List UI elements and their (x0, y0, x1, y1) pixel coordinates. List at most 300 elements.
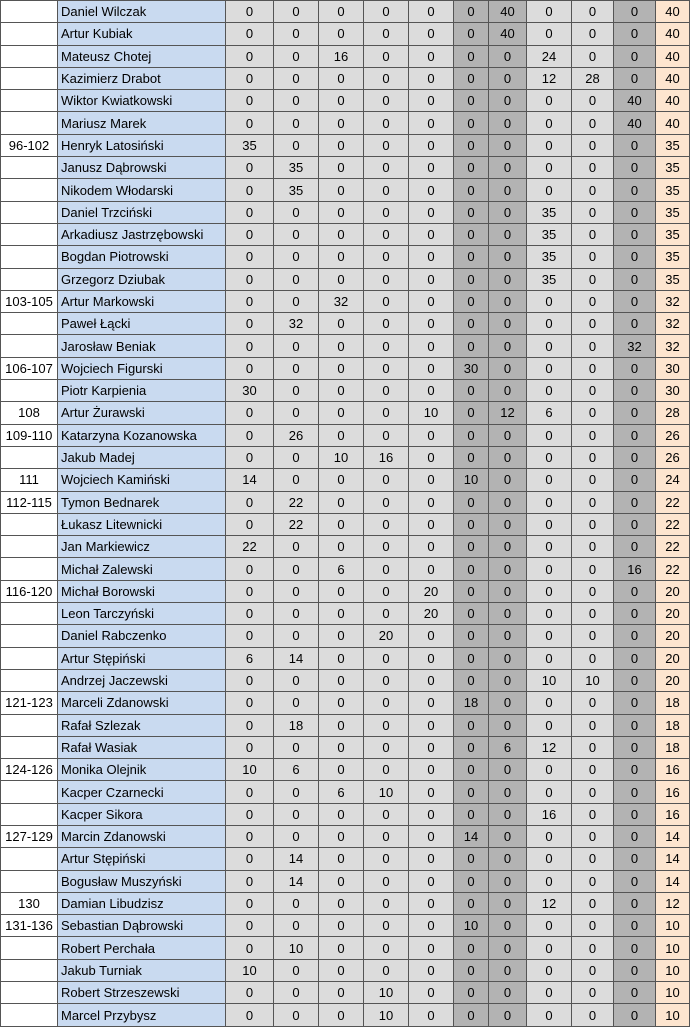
score-cell: 0 (319, 1004, 364, 1026)
score-cell: 0 (409, 357, 454, 379)
score-cell: 0 (409, 982, 454, 1004)
score-cell: 0 (489, 67, 527, 89)
score-cell: 0 (614, 625, 656, 647)
score-cell: 35 (274, 157, 319, 179)
score-cell: 0 (319, 870, 364, 892)
score-cell: 35 (527, 223, 572, 245)
place-cell (1, 67, 58, 89)
total-cell: 30 (656, 380, 690, 402)
score-cell: 0 (454, 736, 489, 758)
score-cell: 0 (572, 959, 614, 981)
score-cell: 0 (226, 313, 274, 335)
score-cell: 0 (274, 446, 319, 468)
score-cell: 0 (454, 313, 489, 335)
score-cell: 0 (364, 134, 409, 156)
score-cell: 0 (489, 90, 527, 112)
score-cell: 0 (226, 803, 274, 825)
table-row (1, 201, 690, 223)
score-cell: 0 (409, 1004, 454, 1026)
score-cell: 18 (274, 714, 319, 736)
table-row (1, 513, 690, 535)
score-cell: 0 (364, 669, 409, 691)
score-cell: 0 (274, 603, 319, 625)
score-cell: 0 (489, 201, 527, 223)
score-cell: 0 (364, 491, 409, 513)
score-cell: 0 (319, 112, 364, 134)
table-row (1, 112, 690, 134)
score-cell: 0 (319, 714, 364, 736)
score-cell: 0 (226, 513, 274, 535)
table-row (1, 134, 690, 156)
score-cell: 14 (226, 469, 274, 491)
score-cell: 0 (572, 90, 614, 112)
table-row (1, 937, 690, 959)
score-cell: 0 (614, 1004, 656, 1026)
place-cell (1, 157, 58, 179)
score-cell: 10 (364, 1004, 409, 1026)
table-row (1, 692, 690, 714)
score-cell: 0 (274, 1004, 319, 1026)
score-cell: 32 (319, 290, 364, 312)
score-cell: 0 (614, 67, 656, 89)
total-cell: 40 (656, 45, 690, 67)
table-row (1, 803, 690, 825)
score-cell: 0 (274, 692, 319, 714)
score-cell: 0 (319, 67, 364, 89)
player-name-cell: Michał Borowski (58, 580, 226, 602)
score-cell: 0 (364, 157, 409, 179)
total-cell: 35 (656, 157, 690, 179)
score-cell: 0 (572, 446, 614, 468)
score-cell: 0 (409, 446, 454, 468)
score-cell: 20 (409, 603, 454, 625)
score-cell: 0 (274, 134, 319, 156)
score-cell: 0 (364, 580, 409, 602)
score-cell: 0 (226, 848, 274, 870)
score-cell: 0 (226, 268, 274, 290)
score-cell: 35 (527, 246, 572, 268)
score-cell: 0 (364, 45, 409, 67)
score-cell: 10 (454, 469, 489, 491)
score-cell: 0 (572, 1004, 614, 1026)
score-cell: 0 (527, 179, 572, 201)
score-cell: 0 (364, 246, 409, 268)
place-cell (1, 959, 58, 981)
score-cell: 0 (489, 625, 527, 647)
score-cell: 0 (454, 268, 489, 290)
score-cell: 0 (489, 112, 527, 134)
score-cell: 0 (364, 290, 409, 312)
score-cell: 0 (226, 246, 274, 268)
player-name-cell: Piotr Karpienia (58, 380, 226, 402)
score-cell: 0 (454, 982, 489, 1004)
player-name-cell: Jakub Madej (58, 446, 226, 468)
total-cell: 32 (656, 335, 690, 357)
total-cell: 28 (656, 402, 690, 424)
score-cell: 0 (527, 759, 572, 781)
score-cell: 0 (527, 23, 572, 45)
total-cell: 35 (656, 223, 690, 245)
score-cell: 0 (319, 1, 364, 23)
score-cell: 0 (614, 781, 656, 803)
place-cell (1, 246, 58, 268)
score-cell: 0 (274, 892, 319, 914)
score-cell: 0 (319, 892, 364, 914)
table-row (1, 536, 690, 558)
score-cell: 0 (409, 469, 454, 491)
total-cell: 20 (656, 647, 690, 669)
place-cell (1, 179, 58, 201)
score-cell: 0 (319, 848, 364, 870)
score-cell: 0 (489, 536, 527, 558)
place-cell (1, 558, 58, 580)
score-cell: 0 (319, 90, 364, 112)
score-cell: 0 (614, 647, 656, 669)
player-name-cell: Marcel Przybysz (58, 1004, 226, 1026)
score-cell: 16 (614, 558, 656, 580)
score-cell: 0 (319, 268, 364, 290)
score-cell: 6 (527, 402, 572, 424)
place-cell (1, 45, 58, 67)
score-cell: 0 (614, 580, 656, 602)
total-cell: 35 (656, 201, 690, 223)
score-cell: 0 (226, 179, 274, 201)
score-cell: 0 (527, 90, 572, 112)
table-row (1, 558, 690, 580)
score-cell: 12 (489, 402, 527, 424)
score-cell: 0 (489, 558, 527, 580)
score-cell: 0 (409, 90, 454, 112)
score-cell: 0 (572, 558, 614, 580)
score-cell: 0 (454, 134, 489, 156)
score-cell: 0 (364, 513, 409, 535)
score-cell: 0 (226, 45, 274, 67)
table-row (1, 647, 690, 669)
score-cell: 0 (226, 825, 274, 847)
score-cell: 0 (319, 603, 364, 625)
player-name-cell: Marceli Zdanowski (58, 692, 226, 714)
score-cell: 10 (454, 915, 489, 937)
score-cell: 0 (274, 90, 319, 112)
score-cell: 0 (319, 402, 364, 424)
total-cell: 24 (656, 469, 690, 491)
score-cell: 0 (572, 402, 614, 424)
score-cell: 10 (527, 669, 572, 691)
score-cell: 0 (489, 870, 527, 892)
score-cell: 0 (489, 424, 527, 446)
score-cell: 0 (572, 603, 614, 625)
score-cell: 0 (572, 223, 614, 245)
total-cell: 30 (656, 357, 690, 379)
table-row (1, 23, 690, 45)
score-cell: 0 (319, 937, 364, 959)
score-cell: 0 (274, 23, 319, 45)
player-name-cell: Kazimierz Drabot (58, 67, 226, 89)
ranking-rows (1, 1, 690, 1027)
place-cell: 124-126 (1, 759, 58, 781)
score-cell: 0 (319, 201, 364, 223)
score-cell: 0 (319, 647, 364, 669)
score-cell: 24 (527, 45, 572, 67)
score-cell: 35 (274, 179, 319, 201)
score-cell: 0 (409, 669, 454, 691)
total-cell: 22 (656, 491, 690, 513)
score-cell: 0 (614, 1, 656, 23)
score-cell: 0 (409, 959, 454, 981)
score-cell: 0 (489, 603, 527, 625)
score-cell: 0 (226, 201, 274, 223)
score-cell: 0 (319, 246, 364, 268)
score-cell: 0 (614, 714, 656, 736)
place-cell (1, 90, 58, 112)
score-cell: 0 (454, 781, 489, 803)
total-cell: 40 (656, 112, 690, 134)
score-cell: 0 (454, 603, 489, 625)
score-cell: 0 (319, 23, 364, 45)
score-cell: 0 (319, 179, 364, 201)
score-cell: 0 (454, 402, 489, 424)
total-cell: 14 (656, 848, 690, 870)
score-cell: 0 (409, 803, 454, 825)
score-cell: 30 (226, 380, 274, 402)
place-cell: 131-136 (1, 915, 58, 937)
score-cell: 0 (319, 313, 364, 335)
score-cell: 22 (274, 491, 319, 513)
score-cell: 0 (489, 290, 527, 312)
score-cell: 0 (489, 268, 527, 290)
score-cell: 10 (572, 669, 614, 691)
total-cell: 10 (656, 915, 690, 937)
score-cell: 0 (274, 580, 319, 602)
score-cell: 0 (409, 67, 454, 89)
score-cell: 0 (274, 536, 319, 558)
total-cell: 10 (656, 982, 690, 1004)
score-cell: 0 (572, 692, 614, 714)
score-cell: 0 (614, 179, 656, 201)
player-name-cell: Wojciech Kamiński (58, 469, 226, 491)
score-cell: 0 (527, 1004, 572, 1026)
score-cell: 0 (364, 223, 409, 245)
score-cell: 0 (454, 714, 489, 736)
total-cell: 40 (656, 1, 690, 23)
score-cell: 0 (489, 669, 527, 691)
score-cell: 0 (409, 536, 454, 558)
score-cell: 0 (614, 157, 656, 179)
score-cell: 0 (614, 446, 656, 468)
score-cell: 0 (527, 335, 572, 357)
score-cell: 0 (226, 603, 274, 625)
score-cell: 0 (527, 157, 572, 179)
score-cell: 0 (489, 937, 527, 959)
table-row (1, 781, 690, 803)
place-cell (1, 982, 58, 1004)
table-row (1, 357, 690, 379)
score-cell: 35 (527, 201, 572, 223)
score-cell: 10 (409, 402, 454, 424)
score-cell: 0 (454, 803, 489, 825)
score-cell: 0 (409, 513, 454, 535)
score-cell: 0 (409, 201, 454, 223)
total-cell: 26 (656, 424, 690, 446)
score-cell: 0 (409, 870, 454, 892)
score-cell: 0 (614, 23, 656, 45)
score-cell: 0 (454, 669, 489, 691)
place-cell (1, 1004, 58, 1026)
score-cell: 0 (319, 669, 364, 691)
total-cell: 10 (656, 959, 690, 981)
score-cell: 0 (572, 380, 614, 402)
score-cell: 0 (572, 892, 614, 914)
score-cell: 0 (319, 380, 364, 402)
score-cell: 0 (319, 134, 364, 156)
score-cell: 0 (489, 759, 527, 781)
player-name-cell: Jakub Turniak (58, 959, 226, 981)
score-cell: 28 (572, 67, 614, 89)
score-cell: 0 (409, 223, 454, 245)
score-cell: 0 (226, 982, 274, 1004)
score-cell: 0 (409, 179, 454, 201)
score-cell: 0 (364, 313, 409, 335)
place-cell (1, 848, 58, 870)
score-cell: 0 (274, 290, 319, 312)
score-cell: 0 (454, 112, 489, 134)
score-cell: 0 (454, 446, 489, 468)
score-cell: 0 (527, 647, 572, 669)
score-cell: 0 (454, 1, 489, 23)
score-cell: 0 (572, 915, 614, 937)
table-row (1, 157, 690, 179)
score-cell: 0 (572, 536, 614, 558)
place-cell (1, 268, 58, 290)
score-cell: 0 (409, 290, 454, 312)
score-cell: 0 (409, 558, 454, 580)
place-cell (1, 603, 58, 625)
score-cell: 0 (364, 759, 409, 781)
table-row (1, 870, 690, 892)
score-cell: 0 (614, 380, 656, 402)
score-cell: 0 (614, 268, 656, 290)
score-cell: 0 (319, 982, 364, 1004)
score-cell: 0 (572, 759, 614, 781)
score-cell: 0 (319, 825, 364, 847)
place-cell: 116-120 (1, 580, 58, 602)
player-name-cell: Robert Strzeszewski (58, 982, 226, 1004)
score-cell: 0 (614, 469, 656, 491)
score-cell: 10 (364, 982, 409, 1004)
score-cell: 0 (614, 870, 656, 892)
total-cell: 12 (656, 892, 690, 914)
score-cell: 35 (226, 134, 274, 156)
score-cell: 0 (319, 915, 364, 937)
total-cell: 14 (656, 825, 690, 847)
score-cell: 14 (454, 825, 489, 847)
score-cell: 0 (226, 1, 274, 23)
player-name-cell: Jarosław Beniak (58, 335, 226, 357)
score-cell: 0 (364, 335, 409, 357)
table-row (1, 179, 690, 201)
score-cell: 0 (226, 335, 274, 357)
score-cell: 0 (454, 647, 489, 669)
score-cell: 0 (489, 335, 527, 357)
score-cell: 0 (319, 357, 364, 379)
score-cell: 40 (614, 112, 656, 134)
score-cell: 26 (274, 424, 319, 446)
player-name-cell: Kacper Czarnecki (58, 781, 226, 803)
score-cell: 0 (364, 424, 409, 446)
place-cell (1, 781, 58, 803)
score-cell: 0 (226, 625, 274, 647)
score-cell: 0 (364, 825, 409, 847)
score-cell: 16 (319, 45, 364, 67)
score-cell: 6 (274, 759, 319, 781)
score-cell: 0 (319, 625, 364, 647)
player-name-cell: Artur Stępiński (58, 848, 226, 870)
score-cell: 0 (226, 446, 274, 468)
score-cell: 0 (614, 536, 656, 558)
score-cell: 10 (274, 937, 319, 959)
score-cell: 0 (226, 491, 274, 513)
score-cell: 0 (489, 892, 527, 914)
score-cell: 0 (409, 268, 454, 290)
score-cell: 0 (527, 603, 572, 625)
score-cell: 0 (489, 357, 527, 379)
score-cell: 0 (527, 469, 572, 491)
score-cell: 0 (319, 803, 364, 825)
place-cell: 108 (1, 402, 58, 424)
score-cell: 0 (614, 402, 656, 424)
score-cell: 0 (274, 803, 319, 825)
place-cell: 130 (1, 892, 58, 914)
score-cell: 14 (274, 848, 319, 870)
score-cell: 0 (527, 825, 572, 847)
player-name-cell: Andrzej Jaczewski (58, 669, 226, 691)
score-cell: 0 (572, 625, 614, 647)
place-cell (1, 647, 58, 669)
score-cell: 16 (364, 446, 409, 468)
score-cell: 0 (454, 558, 489, 580)
score-cell: 0 (454, 179, 489, 201)
score-cell: 0 (614, 424, 656, 446)
score-cell: 0 (527, 915, 572, 937)
total-cell: 20 (656, 580, 690, 602)
place-cell (1, 625, 58, 647)
total-cell: 20 (656, 669, 690, 691)
place-cell: 109-110 (1, 424, 58, 446)
place-cell (1, 201, 58, 223)
score-cell: 0 (409, 736, 454, 758)
total-cell: 20 (656, 625, 690, 647)
table-row (1, 825, 690, 847)
player-name-cell: Paweł Łącki (58, 313, 226, 335)
player-name-cell: Bogusław Muszyński (58, 870, 226, 892)
table-row (1, 424, 690, 446)
table-row (1, 848, 690, 870)
score-cell: 0 (364, 959, 409, 981)
player-name-cell: Daniel Rabczenko (58, 625, 226, 647)
table-row (1, 246, 690, 268)
player-name-cell: Artur Kubiak (58, 23, 226, 45)
total-cell: 16 (656, 803, 690, 825)
player-name-cell: Tymon Bednarek (58, 491, 226, 513)
score-cell: 0 (527, 580, 572, 602)
score-cell: 0 (614, 892, 656, 914)
score-cell: 0 (226, 157, 274, 179)
score-cell: 0 (364, 692, 409, 714)
score-cell: 0 (572, 469, 614, 491)
table-row (1, 1, 690, 23)
place-cell (1, 446, 58, 468)
score-cell: 0 (364, 536, 409, 558)
